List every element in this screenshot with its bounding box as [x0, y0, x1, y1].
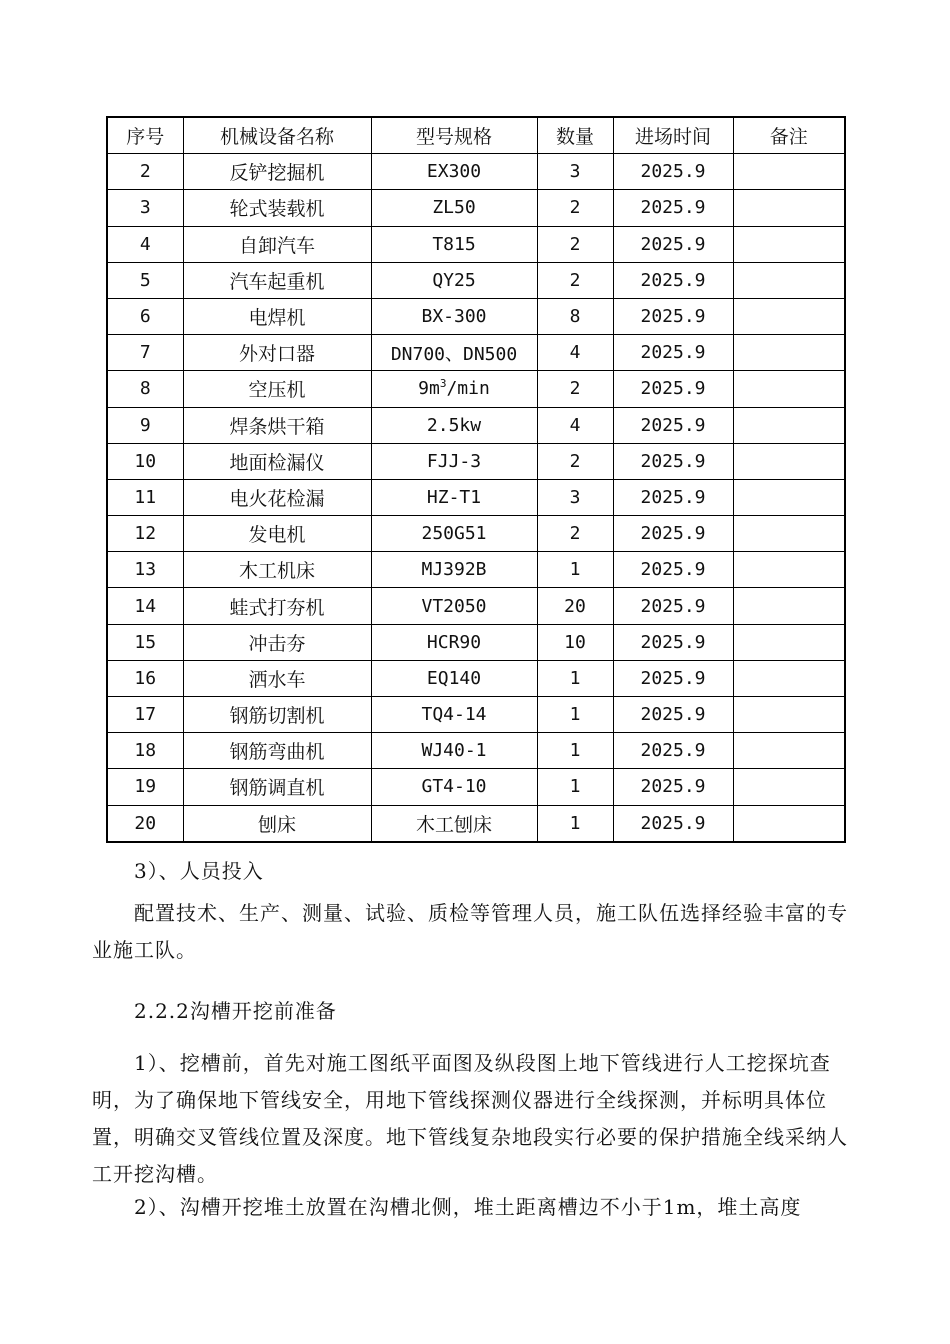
cell-date: 2025.9: [613, 769, 733, 805]
cell-qty: 8: [537, 298, 613, 334]
cell-name: 轮式装载机: [183, 190, 371, 226]
cell-note: [733, 479, 845, 515]
cell-note: [733, 298, 845, 334]
model-superscript: 3: [439, 377, 447, 391]
header-name: 机械设备名称: [183, 117, 371, 154]
cell-date: 2025.9: [613, 443, 733, 479]
cell-note: [733, 407, 845, 443]
cell-name: 汽车起重机: [183, 262, 371, 298]
cell-no: 12: [107, 516, 183, 552]
cell-qty: 4: [537, 335, 613, 371]
cell-qty: 1: [537, 660, 613, 696]
cell-model: EQ140: [371, 660, 537, 696]
cell-no: 5: [107, 262, 183, 298]
equipment-table: [106, 116, 846, 843]
cell-no: 13: [107, 552, 183, 588]
cell-name: 蛙式打夯机: [183, 588, 371, 624]
cell-date: 2025.9: [613, 624, 733, 660]
cell-date: 2025.9: [613, 190, 733, 226]
cell-no: 14: [107, 588, 183, 624]
table-row: [107, 733, 845, 769]
table-row: [107, 769, 845, 805]
cell-model: QY25: [371, 262, 537, 298]
table-row: [107, 407, 845, 443]
cell-model: [371, 371, 537, 407]
cell-no: 15: [107, 624, 183, 660]
header-note: 备注: [733, 117, 845, 154]
cell-date: 2025.9: [613, 479, 733, 515]
cell-no: 19: [107, 769, 183, 805]
table-row: [107, 226, 845, 262]
personnel-paragraph: 配置技术、生产、测量、试验、质检等管理人员，施工队伍选择经验丰富的专业施工队。: [92, 901, 848, 962]
cell-note: [733, 697, 845, 733]
table-header-row: [107, 117, 845, 154]
cell-date: 2025.9: [613, 660, 733, 696]
table-row: [107, 154, 845, 190]
table-row: [107, 335, 845, 371]
cell-date: 2025.9: [613, 588, 733, 624]
cell-qty: 10: [537, 624, 613, 660]
cell-qty: 2: [537, 190, 613, 226]
cell-note: [733, 805, 845, 842]
cell-date: 2025.9: [613, 697, 733, 733]
cell-no: 3: [107, 190, 183, 226]
cell-name: 刨床: [183, 805, 371, 842]
cell-qty: 2: [537, 516, 613, 552]
cell-no: 20: [107, 805, 183, 842]
cell-model: EX300: [371, 154, 537, 190]
cell-note: [733, 371, 845, 407]
cell-date: 2025.9: [613, 805, 733, 842]
cell-name: 钢筋弯曲机: [183, 733, 371, 769]
cell-qty: 1: [537, 733, 613, 769]
cell-model: FJJ-3: [371, 443, 537, 479]
cell-name: 发电机: [183, 516, 371, 552]
cell-qty: 1: [537, 697, 613, 733]
cell-note: [733, 733, 845, 769]
cell-qty: 2: [537, 262, 613, 298]
cell-model: VT2050: [371, 588, 537, 624]
cell-date: 2025.9: [613, 226, 733, 262]
table-row: [107, 588, 845, 624]
cell-name: 外对口器: [183, 335, 371, 371]
cell-date: 2025.9: [613, 154, 733, 190]
cell-no: 6: [107, 298, 183, 334]
cell-name: 电焊机: [183, 298, 371, 334]
cell-qty: 4: [537, 407, 613, 443]
cell-date: 2025.9: [613, 262, 733, 298]
cell-note: [733, 516, 845, 552]
cell-qty: 3: [537, 154, 613, 190]
header-no: 序号: [107, 117, 183, 154]
header-date: 进场时间: [613, 117, 733, 154]
cell-no: 8: [107, 371, 183, 407]
table-row: [107, 262, 845, 298]
cell-name: 电火花检漏: [183, 479, 371, 515]
table-row: [107, 660, 845, 696]
cell-model: HCR90: [371, 624, 537, 660]
cell-model: T815: [371, 226, 537, 262]
cell-model: ZL50: [371, 190, 537, 226]
cell-model: BX-300: [371, 298, 537, 334]
cell-name: 自卸汽车: [183, 226, 371, 262]
cell-name: 地面检漏仪: [183, 443, 371, 479]
cell-model: 木工刨床: [371, 805, 537, 842]
cell-qty: 3: [537, 479, 613, 515]
cell-note: [733, 262, 845, 298]
cell-no: 16: [107, 660, 183, 696]
header-qty: 数量: [537, 117, 613, 154]
cell-note: [733, 660, 845, 696]
table-row: [107, 479, 845, 515]
cell-no: 7: [107, 335, 183, 371]
cell-date: 2025.9: [613, 298, 733, 334]
personnel-heading: 3）、人员投入: [134, 859, 264, 883]
table-row: [107, 443, 845, 479]
cell-model: DN700、DN500: [371, 335, 537, 371]
cell-qty: 1: [537, 769, 613, 805]
cell-name: 洒水车: [183, 660, 371, 696]
cell-qty: 1: [537, 805, 613, 842]
cell-note: [733, 624, 845, 660]
cell-note: [733, 226, 845, 262]
cell-note: [733, 588, 845, 624]
table-row: [107, 624, 845, 660]
cell-note: [733, 154, 845, 190]
cell-name: 钢筋切割机: [183, 697, 371, 733]
cell-name: 木工机床: [183, 552, 371, 588]
model-main: 9m: [418, 378, 440, 400]
cell-no: 9: [107, 407, 183, 443]
cell-model: 250G51: [371, 516, 537, 552]
item-1-paragraph: 1）、挖槽前，首先对施工图纸平面图及纵段图上地下管线进行人工挖探坑查明，为了确保地下管线安全，用地下管线探测仪器进行全线探测，并标明具体位置，明确交叉管线位置及深度。地下管线复杂地段实行必要的保护措施全线采纳人工开挖沟槽。: [92, 1051, 848, 1186]
cell-date: 2025.9: [613, 552, 733, 588]
cell-note: [733, 769, 845, 805]
cell-note: [733, 552, 845, 588]
cell-qty: 20: [537, 588, 613, 624]
cell-qty: 2: [537, 443, 613, 479]
cell-date: 2025.9: [613, 407, 733, 443]
cell-date: 2025.9: [613, 516, 733, 552]
table-row: [107, 805, 845, 842]
cell-name: 冲击夯: [183, 624, 371, 660]
cell-qty: 2: [537, 371, 613, 407]
table-row: [107, 552, 845, 588]
cell-model: MJ392B: [371, 552, 537, 588]
header-model: 型号规格: [371, 117, 537, 154]
cell-model: HZ-T1: [371, 479, 537, 515]
cell-no: 2: [107, 154, 183, 190]
section-heading: 2.2.2沟槽开挖前准备: [134, 999, 337, 1023]
cell-note: [733, 443, 845, 479]
cell-note: [733, 190, 845, 226]
cell-name: 空压机: [183, 371, 371, 407]
cell-no: 4: [107, 226, 183, 262]
cell-no: 10: [107, 443, 183, 479]
cell-name: 焊条烘干箱: [183, 407, 371, 443]
cell-no: 17: [107, 697, 183, 733]
cell-model: WJ40-1: [371, 733, 537, 769]
cell-date: 2025.9: [613, 733, 733, 769]
cell-note: [733, 335, 845, 371]
cell-name: 反铲挖掘机: [183, 154, 371, 190]
cell-name: 钢筋调直机: [183, 769, 371, 805]
cell-date: 2025.9: [613, 371, 733, 407]
table-row: [107, 516, 845, 552]
item-2-paragraph: 2）、沟槽开挖堆土放置在沟槽北侧，堆土距离槽边不小于1m，堆土高度: [134, 1195, 802, 1219]
cell-model: GT4-10: [371, 769, 537, 805]
cell-no: 11: [107, 479, 183, 515]
model-tail: /min: [446, 378, 490, 400]
table-row: [107, 371, 845, 407]
cell-date: 2025.9: [613, 335, 733, 371]
table-row: [107, 298, 845, 334]
cell-qty: 1: [537, 552, 613, 588]
table-row: [107, 190, 845, 226]
cell-no: 18: [107, 733, 183, 769]
table-row: [107, 697, 845, 733]
cell-model: TQ4-14: [371, 697, 537, 733]
cell-qty: 2: [537, 226, 613, 262]
cell-model: 2.5kw: [371, 407, 537, 443]
